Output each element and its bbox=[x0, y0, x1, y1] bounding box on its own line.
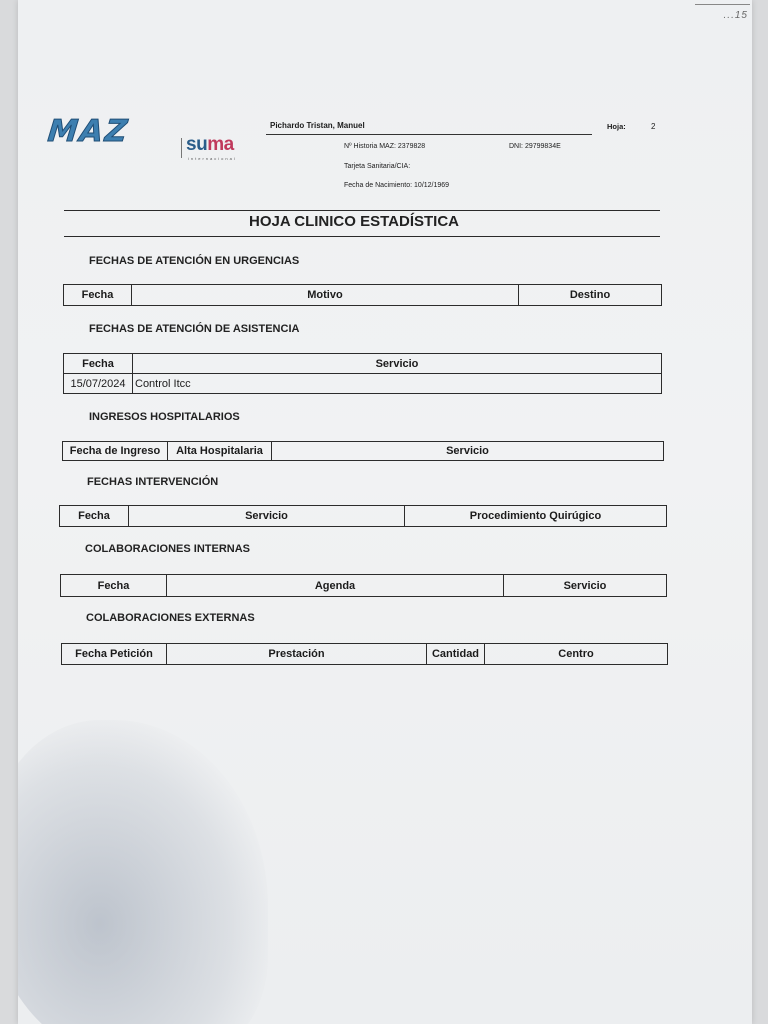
col-destino: Destino bbox=[569, 289, 611, 301]
table-asistencia bbox=[63, 353, 662, 394]
col-servicio: Servicio bbox=[129, 506, 405, 526]
section-internas-heading: COLABORACIONES INTERNAS bbox=[85, 543, 251, 555]
col-servicio: Servicio bbox=[563, 579, 607, 592]
section-urgencias-heading: FECHAS DE ATENCIÓN EN URGENCIAS bbox=[89, 255, 300, 267]
section-asistencia-heading: FECHAS DE ATENCIÓN DE ASISTENCIA bbox=[89, 323, 300, 335]
col-fecha: Fecha bbox=[64, 354, 133, 373]
col-cantidad: Cantidad bbox=[427, 644, 485, 664]
col-fecha: Fecha bbox=[61, 575, 167, 596]
document-title: HOJA CLINICO ESTADÍSTICA bbox=[248, 213, 459, 230]
col-servicio: Servicio bbox=[446, 445, 489, 457]
table-internas bbox=[60, 574, 667, 597]
table-urgencias bbox=[63, 284, 662, 306]
health-card: Tarjeta Sanitaria/CIA: bbox=[344, 163, 411, 170]
col-fecha: Fecha bbox=[60, 506, 129, 526]
table-ingresos bbox=[62, 441, 664, 461]
col-procedimiento: Procedimiento Quirúgico bbox=[469, 510, 602, 522]
patient-underline bbox=[266, 134, 592, 135]
maz-suma-logo bbox=[48, 114, 248, 164]
table-row bbox=[64, 373, 661, 393]
patient-name: Pichardo Tristan, Manuel bbox=[270, 121, 365, 130]
title-rule-top bbox=[64, 210, 660, 211]
cell-fecha: 15/07/2024 bbox=[64, 374, 133, 393]
col-alta-hospitalaria: Alta Hospitalaria bbox=[168, 442, 272, 460]
history-number: Nº Historia MAZ: 2379828 bbox=[344, 143, 426, 150]
corner-annotation: ...15 bbox=[690, 0, 750, 30]
logo-tagline: internacional bbox=[188, 156, 237, 161]
page-number: 2 bbox=[651, 122, 656, 131]
table-intervencion bbox=[59, 505, 667, 527]
logo-suma-text: suma bbox=[186, 134, 234, 155]
cell-servicio: Control Itcc bbox=[135, 377, 191, 390]
page-label: Hoja: bbox=[607, 122, 626, 131]
table-header-row bbox=[64, 354, 661, 373]
logo-maz-text: MAZ bbox=[46, 114, 131, 149]
col-prestacion: Prestación bbox=[167, 644, 427, 664]
col-fecha: Fecha bbox=[64, 285, 132, 305]
col-fecha-peticion: Fecha Petición bbox=[62, 644, 167, 664]
table-externas bbox=[61, 643, 668, 665]
logo-separator bbox=[181, 138, 182, 158]
shadow-overlay bbox=[18, 720, 268, 1024]
col-agenda: Agenda bbox=[167, 575, 504, 596]
col-servicio: Servicio bbox=[375, 357, 419, 370]
dni: DNI: 29799834E bbox=[509, 143, 561, 150]
col-centro: Centro bbox=[558, 648, 594, 660]
col-motivo: Motivo bbox=[132, 285, 519, 305]
birth-date: Fecha de Nacimiento: 10/12/1969 bbox=[344, 182, 450, 189]
section-ingresos-heading: INGRESOS HOSPITALARIOS bbox=[89, 411, 240, 423]
section-externas-heading: COLABORACIONES EXTERNAS bbox=[86, 612, 255, 624]
title-rule-bottom bbox=[64, 236, 660, 237]
section-intervencion-heading: FECHAS INTERVENCIÓN bbox=[87, 476, 219, 488]
col-fecha-ingreso: Fecha de Ingreso bbox=[63, 442, 168, 460]
